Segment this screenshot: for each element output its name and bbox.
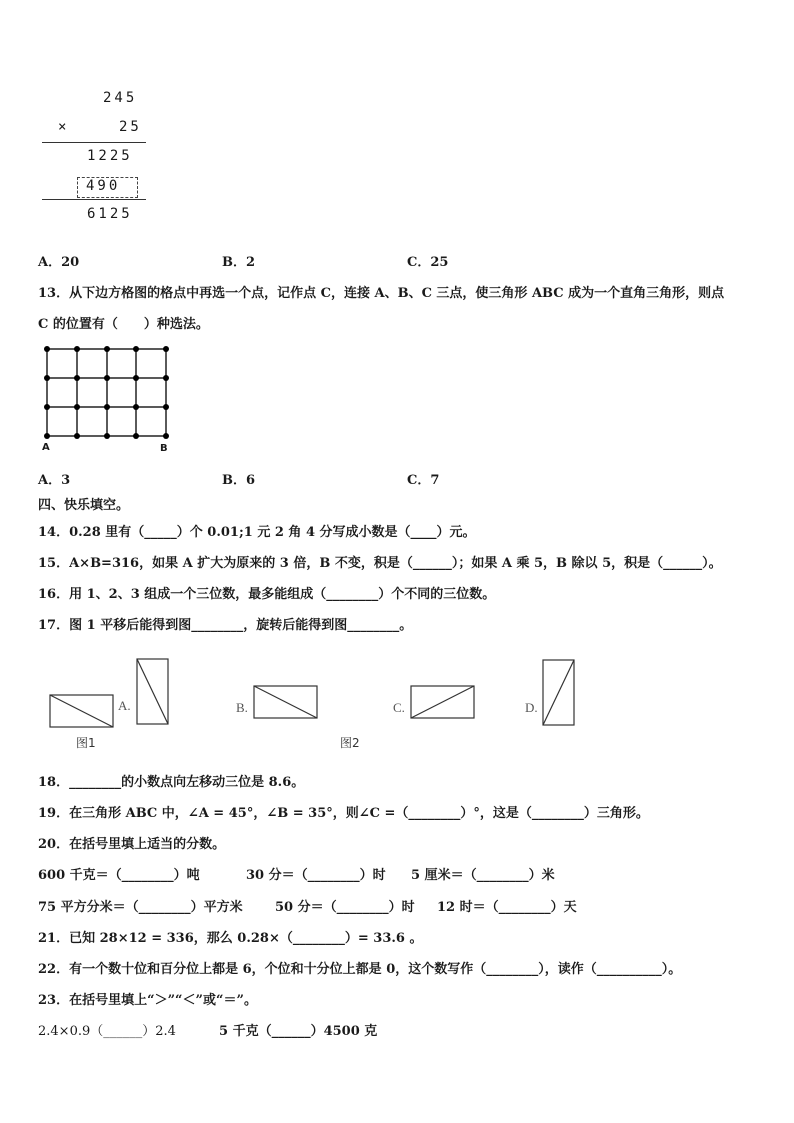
multiply-rule-2 [42,199,146,200]
multiply-rule-1 [42,142,146,143]
q23-item-1: 2.4×0.9（______）2.4 [38,1024,176,1039]
question-16: 16．用 1、2、3 组成一个三位数，最多能组成（________）个不同的三位数。 [38,587,496,602]
question-14: 14．0.28 里有（_____）个 0.01;1 元 2 角 4 分写成小数是（____）元。 [38,525,476,540]
option-d-figure [542,659,576,727]
multiplier: 25 [119,119,142,135]
question-23: 23．在括号里填上“＞”“＜”或“＝”。 [38,993,257,1008]
question-20: 20．在括号里填上适当的分数。 [38,837,226,852]
point-b-label: B [160,443,168,454]
question-15: 15．A×B=316，如果 A 扩大为原来的 3 倍，B 不变，积是（______）；如果 A 乘 5，B 除以 5，积是（______）。 [38,556,722,571]
q20-item-2: 30 分＝（________）时 [246,868,386,883]
option-a-figure [136,658,170,726]
question-19: 19．在三角形 ABC 中，∠A = 45°，∠B = 35°，则∠C =（________）°，这是（________）三角形。 [38,806,649,821]
figure-1-caption: 图1 [76,736,96,750]
section-heading: 四、快乐填空。 [38,498,130,513]
partial-product-1: 1225 [87,148,133,164]
q13-option-b: B．6 [222,473,256,488]
q12-option-c: C．25 [407,255,449,270]
multiplicand: 245 [103,90,138,106]
q13-option-a: A．3 [38,473,71,488]
figure-1-rectangle [49,694,115,729]
q20-item-3: 5 厘米＝（________）米 [411,868,555,883]
figure-2-caption: 图2 [340,736,360,750]
q12-option-b: B．2 [222,255,256,270]
q12-option-a: A．20 [38,255,80,270]
question-22: 22．有一个数十位和百分位上都是 6，个位和十分位上都是 0，这个数写作（________），读作（__________）。 [38,962,682,977]
option-d-label: D. [525,700,538,715]
option-b-figure [253,685,319,720]
option-c-figure [410,685,476,720]
q20-item-4: 75 平方分米＝（________）平方米 [38,900,243,915]
option-c-label: C. [393,700,405,715]
option-a-label: A. [118,698,131,713]
question-17: 17．图 1 平移后能得到图________，旋转后能得到图________。 [38,618,413,633]
point-a-label: A [42,442,50,453]
question-18: 18．________的小数点向左移动三位是 8.6。 [38,775,305,790]
question-21: 21．已知 28×12 = 336，那么 0.28×（________）= 33.6 。 [38,931,423,946]
q23-item-2: 5 千克（______）4500 克 [219,1024,378,1039]
final-product: 6125 [87,206,133,222]
q13-option-c: C．7 [407,473,440,488]
partial-product-2: 490 [86,178,121,194]
dot-grid-figure [36,340,186,458]
q20-item-1: 600 千克＝（________）吨 [38,868,200,883]
q20-item-6: 12 时＝（________）天 [437,900,577,915]
q13-text-line2: C 的位置有（ ）种选法。 [38,317,209,332]
q20-item-5: 50 分＝（________）时 [275,900,415,915]
option-b-label: B. [236,700,248,715]
q13-text-line1: 13．从下边方格图的格点中再选一个点，记作点 C，连接 A、B、C 三点，使三角形 ABC 成为一个直角三角形，则点 [38,286,725,301]
times-sign: × [58,119,70,135]
